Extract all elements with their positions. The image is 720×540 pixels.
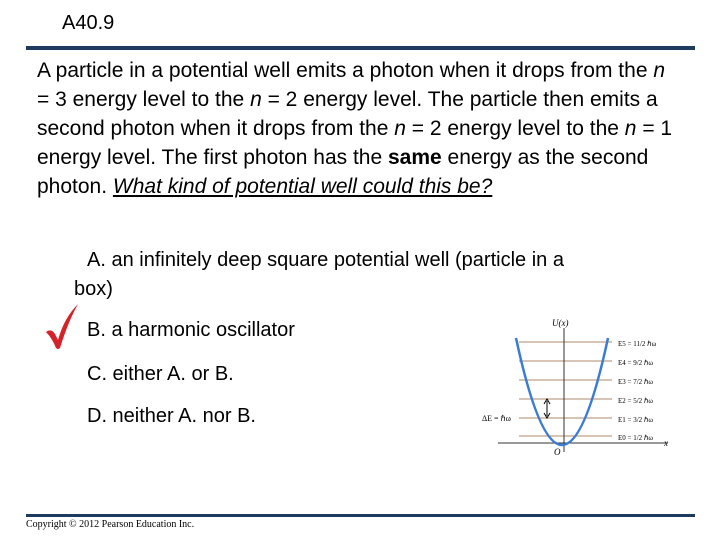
- emphasis-word: same: [388, 146, 442, 169]
- u-axis-label: U(x): [552, 318, 569, 328]
- option-c: C. either A. or B.: [87, 363, 234, 385]
- top-divider: [26, 46, 695, 50]
- slide-label: A40.9: [62, 12, 115, 34]
- question-prompt: What kind of potential well could this be?: [112, 175, 493, 198]
- option-d: D. neither A. nor B.: [87, 405, 256, 427]
- variable-n: n: [394, 117, 406, 140]
- checkmark-icon: [44, 302, 80, 350]
- energy-levels: [519, 342, 612, 436]
- question-segment: energy as the second photon.: [37, 146, 649, 198]
- question-segment: = 3 energy level to the: [37, 88, 251, 111]
- level-e0-label: E0 = 1/2 ℏω: [618, 434, 653, 442]
- variable-n: n: [624, 117, 637, 140]
- bottom-divider: [26, 514, 695, 517]
- question-segment: = 1 energy level. The first photon has the: [37, 117, 673, 169]
- level-e3-label: E3 = 7/2 ℏω: [618, 378, 653, 386]
- x-axis-label: x: [664, 438, 668, 448]
- option-a-line2: box): [74, 278, 113, 300]
- question-segment: = 2 energy level. The particle then emits a second photon when it drops from the: [37, 88, 658, 140]
- level-e2-label: E2 = 5/2 ℏω: [618, 397, 653, 405]
- question-text: [37, 56, 677, 201]
- harmonic-oscillator-diagram: [478, 312, 678, 462]
- option-b: B. a harmonic oscillator: [87, 319, 295, 341]
- copyright-footer: Copyright © 2012 Pearson Education Inc.: [26, 519, 195, 530]
- level-e1-label: E1 = 3/2 ℏω: [618, 416, 653, 424]
- variable-n: n: [653, 59, 666, 82]
- option-a-line1: A. an infinitely deep square potential well (particle in a: [87, 249, 564, 271]
- question-segment: A particle in a potential well emits a photon when it drops from the: [37, 59, 654, 82]
- variable-n: n: [250, 88, 262, 111]
- option-a: [74, 246, 677, 304]
- delta-e-label: ΔE = ℏω: [482, 414, 511, 423]
- level-labels: [618, 340, 657, 442]
- question-segment: = 2 energy level to the: [405, 117, 625, 140]
- level-e4-label: E4 = 9/2 ℏω: [618, 359, 653, 367]
- origin-label: O: [554, 447, 561, 457]
- level-e5-label: E5 = 11/2 ℏω: [618, 340, 657, 348]
- potential-curve: [516, 338, 608, 445]
